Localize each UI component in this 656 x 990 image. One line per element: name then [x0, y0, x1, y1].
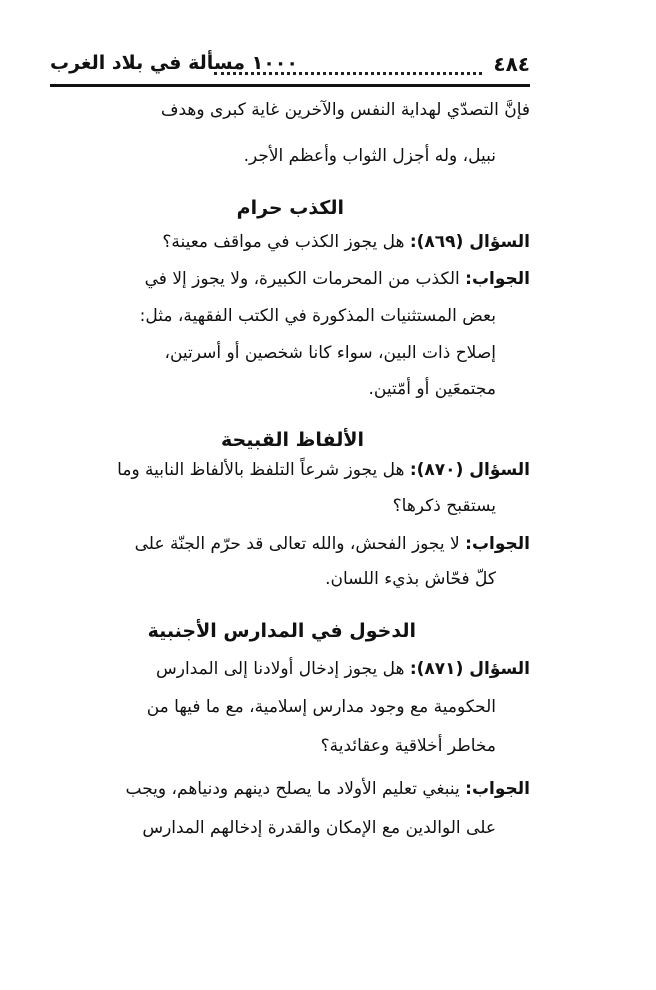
question-label: السؤال (٨٦٩):: [409, 232, 530, 252]
question-line: [117, 456, 530, 484]
answer-line: مجتمعَين أو أمّتين.: [368, 379, 496, 399]
page-number: ٤٨٤: [493, 52, 530, 76]
question-text: هل يجوز شرعاً التلفظ بالألفاظ النابية وما: [117, 460, 405, 480]
question-label: السؤال (٨٧١):: [409, 659, 530, 679]
question-line: مخاطر أخلاقية وعقائدية؟: [320, 736, 496, 756]
answer-label: الجواب:: [465, 534, 530, 554]
question-line: [162, 228, 530, 256]
answer-line: بعض المستثنيات المذكورة في الكتب الفقهية، مثل:: [139, 306, 496, 326]
answer-line: [135, 530, 530, 558]
question-text: هل يجوز الكذب في مواقف معينة؟: [162, 232, 405, 252]
intro-line: فإنَّ التصدّي لهداية النفس والآخرين غاية كبرى وهدف: [160, 100, 530, 120]
question-text: هل يجوز إدخال أولادنا إلى المدارس: [156, 659, 405, 679]
section-heading: الدخول في المدارس الأجنبية: [147, 620, 416, 642]
answer-label: الجواب:: [465, 779, 530, 799]
answer-label: الجواب:: [465, 269, 530, 289]
answer-line: إصلاح ذات البين، سواء كانا شخصين أو أسرتين،: [164, 343, 496, 363]
answer-line: [126, 775, 530, 803]
page-header: [50, 50, 530, 87]
question-line: الحكومية مع وجود مدارس إسلامية، مع ما فيها من: [146, 697, 496, 717]
section-heading: الألفاظ القبيحة: [220, 429, 364, 451]
answer-text: الكذب من المحرمات الكبيرة، ولا يجوز إلا في: [144, 269, 460, 289]
question-label: السؤال (٨٧٠):: [409, 460, 530, 480]
book-title: ١٠٠٠ مسألة في بلاد الغرب: [50, 52, 298, 74]
intro-line: نبيل، وله أجزل الثواب وأعظم الأجر.: [243, 146, 496, 166]
question-line: [156, 655, 530, 683]
answer-line: [145, 265, 530, 293]
answer-line: كلّ فحّاش بذيء اللسان.: [325, 569, 496, 589]
answer-line: على الوالدين مع الإمكان والقدرة إدخالهم المدارس: [142, 818, 496, 838]
section-heading: الكذب حرام: [236, 197, 344, 219]
question-line: يستقبح ذكرها؟: [392, 496, 496, 516]
answer-text: لا يجوز الفحش، والله تعالى قد حرّم الجنّة على: [134, 534, 460, 554]
answer-text: ينبغي تعليم الأولاد ما يصلح دينهم ودنياهم، ويجب: [125, 779, 460, 799]
